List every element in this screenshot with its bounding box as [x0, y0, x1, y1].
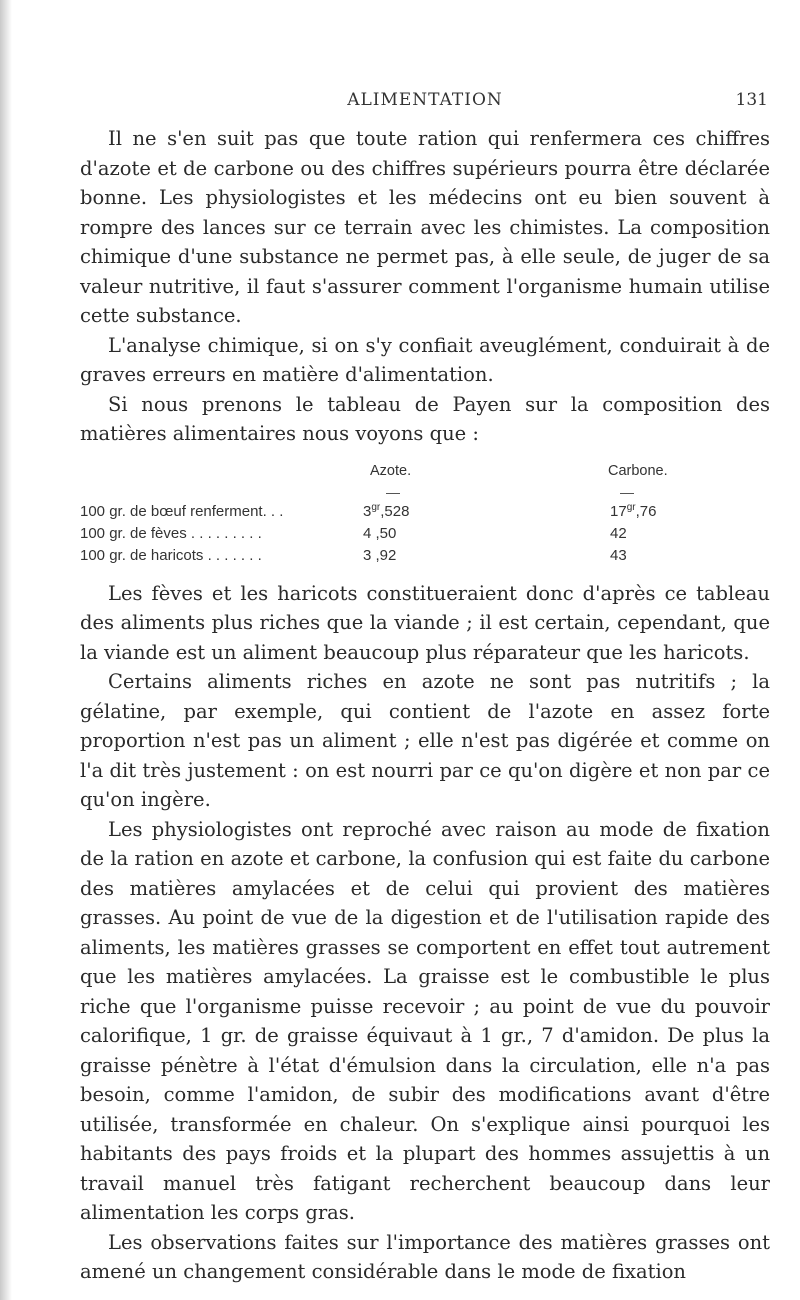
paragraph: Les physiologistes ont reproché avec raison au mode de fixation de la ration en azote et carbone, la confusion qui est faite du carbone des matières amylacées et de celui qui provient des matières grasses. Au point de vue de la digestion et de l'utilisation rapide des aliments, les matières grasses se comportent en effet tout autrement que les matières amylacées. La graisse est le combustible le plus riche que l'organisme puisse recevoir ; au point de vue du pouvoir calorifique, 1 gr. de graisse équivaut à 1 gr., 7 d'amidon. De plus la graisse pénètre à l'état d'émulsion dans la circulation, elle n'a pas besoin, comme l'amidon, de subir des modifications avant d'être utilisée, transformée en chaleur. On s'explique ainsi pourquoi les habitants des pays froids et la plupart des hommes assujettis à un travail manuel très fatigant recherchent beaucoup dans leur alimentation les corps gras. — [80, 817, 770, 1224]
table-row — [80, 503, 770, 525]
column-rule — [620, 493, 634, 494]
paragraph: Si nous prenons le tableau de Payen sur la composition des matières alimentaires nous voyons que : — [80, 392, 770, 445]
header-rules — [80, 487, 770, 503]
carbone-value: 42 — [610, 524, 627, 542]
table-header — [80, 463, 770, 487]
paragraph: Les fèves et les haricots constitueraient donc d'après ce tableau des aliments plus riches que la viande ; il est certain, cependant, que la viande est un aliment beaucoup plus réparateur que les haricots. — [80, 581, 770, 664]
page-header — [80, 90, 770, 124]
paragraph: Certains aliments riches en azote ne sont pas nutritifs ; la gélatine, par exemple, qui contient de l'azote en assez forte proportion n'est pas un aliment ; elle n'est pas digérée et comme on l'a dit très justement : on est nourri par ce qu'on digère et non par ce qu'on ingère. — [80, 670, 770, 811]
azote-value: 4 ,50 — [363, 524, 397, 542]
book-page — [80, 90, 770, 1287]
row-label: 100 gr. de bœuf renferment. . . — [80, 502, 284, 520]
table-row — [80, 525, 770, 547]
paragraph: Les observations faites sur l'importance des matières grasses ont amené un changement considérable dans le mode de fixation — [80, 1230, 770, 1283]
azote-value: $3^{gr},528$ — [363, 501, 410, 520]
carbone-value: 43 — [610, 546, 627, 564]
page-edge-shadow — [0, 0, 12, 1300]
table-row — [80, 547, 770, 569]
column-header-carbone: Carbone. — [608, 462, 668, 479]
composition-table — [80, 463, 770, 569]
paragraph: L'analyse chimique, si on s'y confiait aveuglément, conduirait à de graves erreurs en matière d'alimentation. — [80, 333, 770, 386]
paragraph: Il ne s'en suit pas que toute ration qui renfermera ces chiffres d'azote et de carbone ou des chiffres supérieurs pourra être déclarée bonne. Les physiologistes et les médecins ont eu bien souvent à rompre des lances sur ce terrain avec les chimistes. La composition chimique d'une substance ne permet pas, à elle seule, de juger de sa valeur nutritive, il faut s'assurer comment l'organisme humain utilise cette substance. — [80, 127, 770, 327]
azote-value: 3 ,92 — [363, 546, 397, 564]
column-rule — [386, 493, 400, 494]
page-number: 131 — [735, 90, 768, 110]
row-label: 100 gr. de haricots . . . . . . . — [80, 546, 262, 564]
column-header-azote: Azote. — [370, 462, 412, 479]
running-head: ALIMENTATION — [347, 90, 503, 110]
carbone-value: $17^{gr},76$ — [610, 501, 657, 520]
row-label: 100 gr. de fèves . . . . . . . . . — [80, 524, 262, 542]
